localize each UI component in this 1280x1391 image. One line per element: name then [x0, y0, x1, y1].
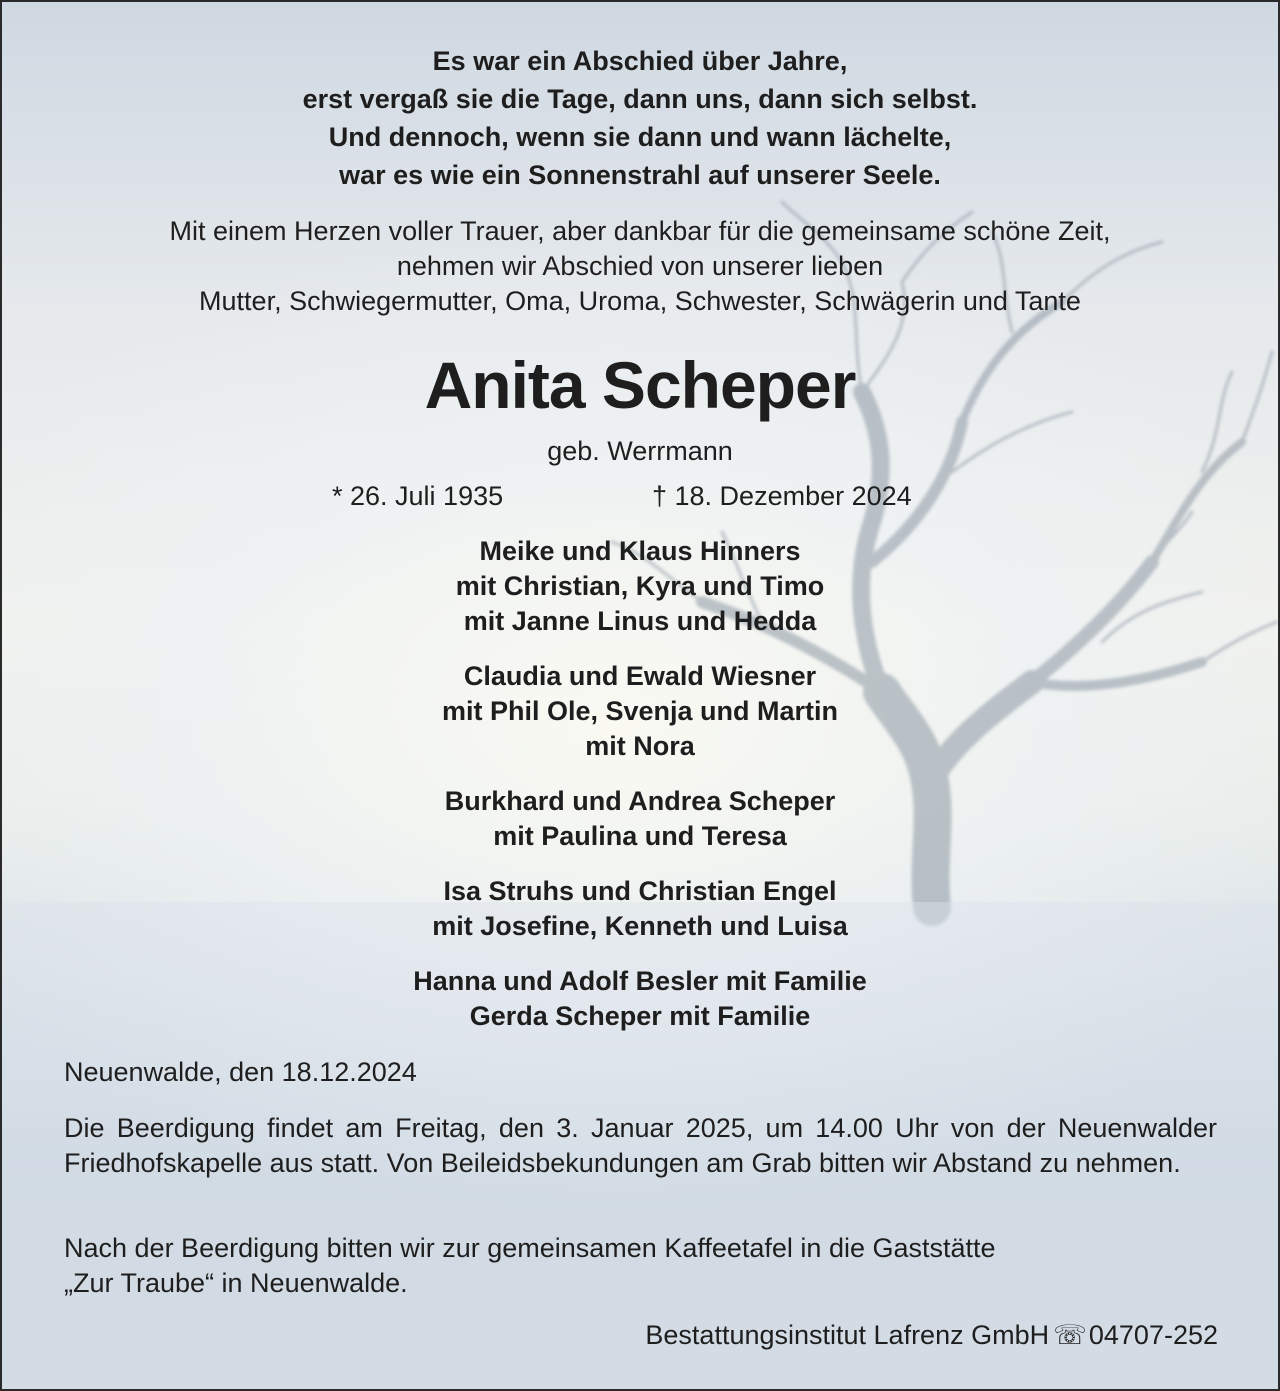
place-and-date: Neuenwalde, den 18.12.2024 — [64, 1057, 417, 1087]
undertaker-phone: 04707-252 — [1088, 1320, 1218, 1350]
poem — [2, 42, 1278, 194]
family-line: mit Nora — [585, 731, 695, 761]
coffee-gathering-info — [64, 1231, 1217, 1301]
coffee-line: „Zur Traube“ in Neuenwalde. — [64, 1268, 408, 1298]
phone-icon: ☏ — [1053, 1320, 1087, 1350]
deceased-name: Anita Scheper — [424, 348, 856, 422]
funeral-info: Die Beerdigung findet am Freitag, den 3. Januar 2025, um 14.00 Uhr von der Neuenwalder Friedhofskapelle aus statt. Von Beileidsbekundungen am Grab bitten wir Abstand zu nehmen. — [64, 1113, 1217, 1178]
family-group — [2, 659, 1278, 764]
family-line: mit Christian, Kyra und Timo — [455, 571, 825, 601]
family-line: mit Phil Ole, Svenja und Martin — [441, 696, 839, 726]
intro-line: Mit einem Herzen voller Trauer, aber dankbar für die gemeinsame schöne Zeit, — [169, 216, 1111, 246]
undertaker-credit — [645, 1318, 1218, 1353]
family-line: Burkhard und Andrea Scheper — [444, 786, 836, 816]
death-date: † 18. Dezember 2024 — [652, 481, 912, 511]
family-line: Claudia und Ewald Wiesner — [463, 661, 817, 691]
family-line: mit Josefine, Kenneth und Luisa — [432, 911, 848, 941]
family-group — [2, 534, 1278, 639]
family-line: mit Janne Linus und Hedda — [463, 606, 817, 636]
family-line: Meike und Klaus Hinners — [479, 536, 801, 566]
family-group — [2, 784, 1278, 854]
family-line: Gerda Scheper mit Familie — [469, 1001, 811, 1031]
poem-line: Es war ein Abschied über Jahre, — [432, 46, 848, 76]
intro-line: nehmen wir Abschied von unserer lieben — [396, 251, 884, 281]
poem-line: war es wie ein Sonnenstrahl auf unserer Seele. — [339, 160, 941, 190]
family-group — [2, 874, 1278, 944]
maiden-name: geb. Werrmann — [547, 436, 733, 466]
intro-line: Mutter, Schwiegermutter, Oma, Uroma, Schwester, Schwägerin und Tante — [199, 286, 1081, 316]
intro-text — [2, 214, 1278, 319]
mourners-list — [2, 534, 1278, 1054]
family-line: Hanna und Adolf Besler mit Familie — [413, 966, 867, 996]
undertaker-name: Bestattungsinstitut Lafrenz GmbH — [645, 1320, 1050, 1350]
birth-date: * 26. Juli 1935 — [332, 481, 504, 511]
family-line: mit Paulina und Teresa — [493, 821, 787, 851]
coffee-line: Nach der Beerdigung bitten wir zur gemeinsamen Kaffeetafel in die Gaststätte — [64, 1233, 996, 1263]
family-group — [2, 964, 1278, 1034]
poem-line: erst vergaß sie die Tage, dann uns, dann sich selbst. — [302, 84, 978, 114]
poem-line: Und dennoch, wenn sie dann und wann lächelte, — [328, 122, 952, 152]
family-line: Isa Struhs und Christian Engel — [443, 876, 837, 906]
